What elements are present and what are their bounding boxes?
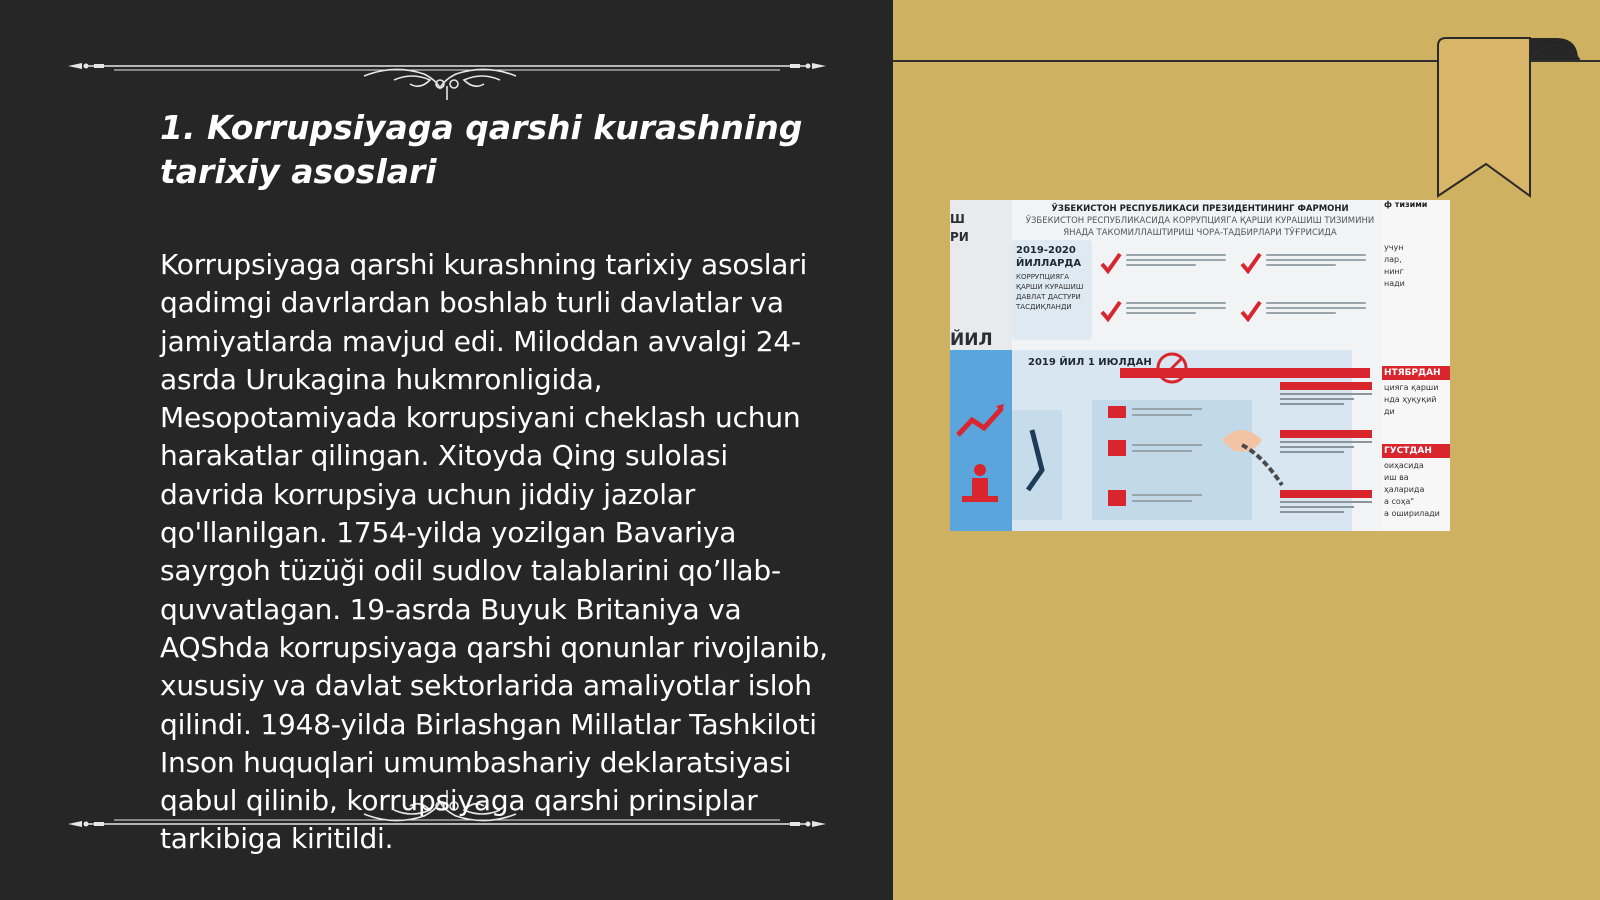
infographic-box-subtitle: КОРРУПЦИЯГА ҚАРШИ КУРАШИШ ДАВЛАТ ДАСТУРИ ТАСДИҚЛАНДИ	[1016, 273, 1084, 311]
slide-body-text: Korrupsiyaga qarshi kurashning tarixiy asoslari qadimgi davrlardan boshlab turli davlatlar va jamiyatlarda mavjud edi. Miloddan avvalgi 24-asrda Urukagina hukmronligida, Mesopotamiyada korrupsiyani cheklash uchun harakatlar qilingan. Xitoyda Qing sulolasi davrida korrupsiya uchun jiddiy jazolar qo'llanilgan. 1754-yilda yozilgan Bavariya sayrgoh tüzüği odil sudlov talablarini qo’llab-quvvatlagan. 19-asrda Buyuk Britaniya va AQShda korrupsiyaga qarshi qonunlar rivojlanib, xususiy va davlat sektorlarida amaliyotlar isloh qilindi. 1948-yilda Birlashgan Millatlar Tashkiloti Inson huquqlari umumbashariy deklaratsiyasi qabul qilinib, korrupsiyaga qarshi prinsiplar tarkibiga kiritildi.	[160, 248, 828, 856]
strip-text: РИ	[950, 230, 969, 244]
strip-red-label: ГУСТДАН	[1382, 444, 1450, 458]
check-item	[1240, 252, 1370, 286]
strip-text: цияга қарши	[1384, 383, 1439, 392]
strip-text: нда ҳуқуқий	[1384, 395, 1437, 404]
timeline-item	[1280, 490, 1372, 516]
check-icon	[1240, 252, 1262, 274]
timeline-item	[1280, 430, 1372, 456]
bookmark-icon	[1436, 36, 1580, 198]
strip-text-block	[1384, 382, 1438, 418]
strip-text: лар,	[1384, 255, 1402, 264]
strip-text-block	[1384, 242, 1405, 290]
strip-text: ди	[1384, 407, 1395, 416]
strip-text: ҳаларида	[1384, 485, 1425, 494]
strip-text: нинг	[1384, 267, 1404, 276]
strip-text: нади	[1384, 279, 1405, 288]
infographic-box-title: 2019-2020 ЙИЛЛАРДА	[1016, 245, 1082, 269]
strip-text-block	[1384, 460, 1440, 520]
slide-title: 1. Korrupsiyaga qarshi kurashning tarixiy asoslari	[160, 108, 803, 191]
strip-red-label: НТЯБРДАН	[1382, 366, 1450, 380]
check-item	[1240, 300, 1370, 334]
strip-text: ф тизими	[1384, 200, 1428, 209]
strip-text: Ш	[950, 212, 965, 226]
strip-text: учун	[1384, 243, 1404, 252]
strip-text: иш ва	[1384, 473, 1409, 482]
infographic-header-line: ЯНАДА ТАКОМИЛЛАШТИРИШ ЧОРА-ТАДБИРЛАРИ ТЎҒРИСИДА	[1063, 228, 1337, 238]
infographic-right-strip	[1382, 200, 1450, 531]
strip-text: а соҳа"	[1384, 497, 1415, 506]
chart-up-icon	[950, 350, 1012, 531]
strip-text: а оширилади	[1384, 509, 1440, 518]
check-icon	[1100, 300, 1122, 322]
check-icon	[1100, 252, 1122, 274]
check-icon	[1240, 300, 1262, 322]
infographic-image	[950, 200, 1450, 531]
top-ornament-divider	[64, 40, 830, 100]
check-item	[1100, 300, 1230, 334]
infographic-date-text: 2019 ЙИЛ 1 ИЮЛДАН	[1028, 357, 1152, 368]
timeline-item	[1280, 382, 1372, 408]
strip-text: ЙИЛ	[950, 330, 993, 350]
infographic-header-line: ЎЗБЕКИСТОН РЕСПУБЛИКАСИДА КОРРУПЦИЯГА ҚАРШИ КУРАШИШ ТИЗИМИНИ	[1025, 216, 1375, 226]
strip-text: оиҳасида	[1384, 461, 1424, 470]
infographic-blue-panel	[950, 350, 1012, 531]
infographic-header	[1010, 200, 1390, 239]
infographic-checklist	[1100, 252, 1380, 342]
infographic-red-bar	[1120, 368, 1370, 378]
infographic-2019-2020-box	[1012, 240, 1092, 340]
infographic-header-line: ЎЗБЕКИСТОН РЕСПУБЛИКАСИ ПРЕЗИДЕНТИНИНГ ФАРМОНИ	[1051, 204, 1349, 214]
check-item	[1100, 252, 1230, 286]
